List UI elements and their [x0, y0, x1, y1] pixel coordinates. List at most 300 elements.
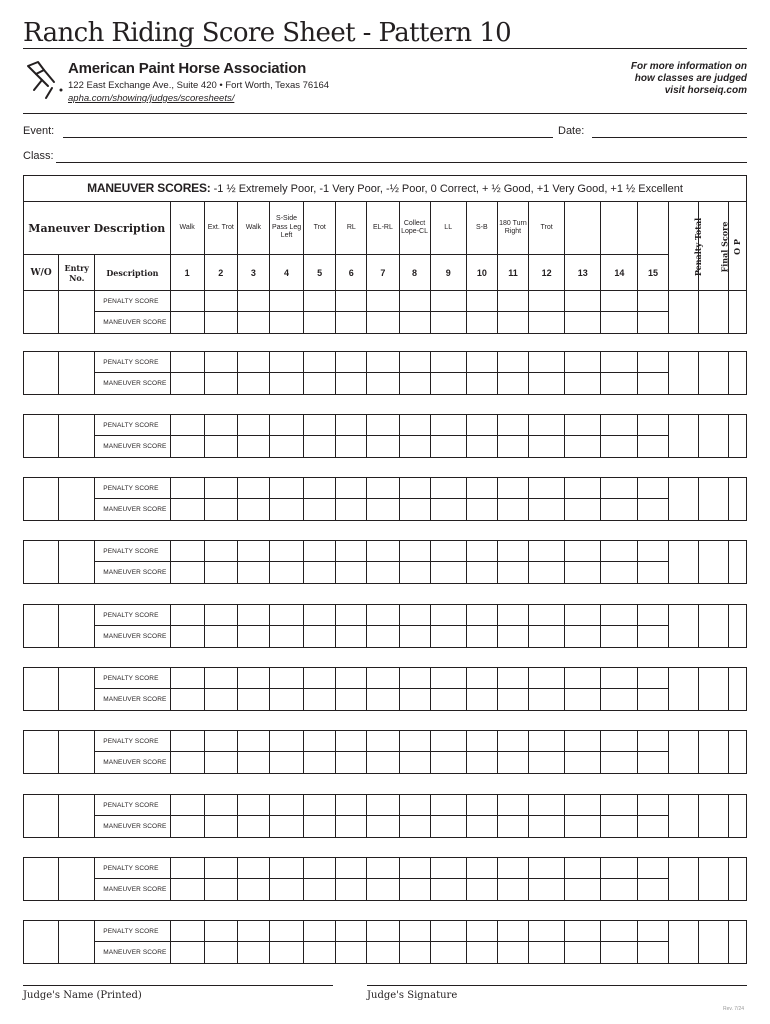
- penalty-score-cell[interactable]: [638, 731, 668, 752]
- maneuver-score-cell[interactable]: [237, 752, 269, 774]
- penalty-score-cell[interactable]: [269, 668, 303, 689]
- maneuver-score-cell[interactable]: [237, 689, 269, 711]
- penalty-score-cell[interactable]: [336, 795, 367, 816]
- maneuver-score-cell[interactable]: [269, 942, 303, 964]
- maneuver-score-cell[interactable]: [565, 879, 601, 901]
- penalty-score-cell[interactable]: [170, 668, 204, 689]
- penalty-score-cell[interactable]: [304, 668, 336, 689]
- maneuver-score-cell[interactable]: [466, 816, 497, 838]
- penalty-score-cell[interactable]: [336, 478, 367, 499]
- maneuver-score-cell[interactable]: [497, 752, 528, 774]
- penalty-score-cell[interactable]: [269, 478, 303, 499]
- maneuver-score-cell[interactable]: [430, 562, 466, 584]
- maneuver-score-cell[interactable]: [601, 816, 638, 838]
- penalty-score-cell[interactable]: [497, 605, 528, 626]
- maneuver-score-cell[interactable]: [399, 626, 430, 648]
- penalty-score-cell[interactable]: [601, 415, 638, 436]
- maneuver-score-cell[interactable]: [269, 879, 303, 901]
- org-url-link[interactable]: apha.com/showing/judges/scoresheets/: [68, 93, 235, 104]
- maneuver-score-cell[interactable]: [304, 436, 336, 458]
- penalty-score-cell[interactable]: [304, 352, 336, 373]
- penalty-score-cell[interactable]: [529, 731, 565, 752]
- penalty-score-cell[interactable]: [601, 352, 638, 373]
- entry-no-cell[interactable]: [59, 668, 95, 711]
- maneuver-score-cell[interactable]: [204, 626, 237, 648]
- maneuver-score-cell[interactable]: [304, 562, 336, 584]
- maneuver-score-cell[interactable]: [466, 499, 497, 521]
- maneuver-score-cell[interactable]: [170, 436, 204, 458]
- entry-no-cell[interactable]: [59, 731, 95, 774]
- penalty-score-cell[interactable]: [529, 668, 565, 689]
- penalty-score-cell[interactable]: [170, 858, 204, 879]
- maneuver-score-cell[interactable]: [430, 689, 466, 711]
- penalty-score-cell[interactable]: [170, 352, 204, 373]
- penalty-score-cell[interactable]: [565, 605, 601, 626]
- maneuver-score-cell[interactable]: [269, 626, 303, 648]
- maneuver-score-cell[interactable]: [466, 436, 497, 458]
- penalty-score-cell[interactable]: [367, 668, 399, 689]
- penalty-score-cell[interactable]: [466, 921, 497, 942]
- penalty-total-cell[interactable]: [668, 668, 698, 711]
- penalty-score-cell[interactable]: [304, 921, 336, 942]
- maneuver-score-cell[interactable]: [466, 879, 497, 901]
- maneuver-score-cell[interactable]: [497, 689, 528, 711]
- final-score-cell[interactable]: [698, 795, 728, 838]
- penalty-score-cell[interactable]: [367, 291, 399, 312]
- penalty-score-cell[interactable]: [565, 352, 601, 373]
- maneuver-score-cell[interactable]: [399, 499, 430, 521]
- penalty-score-cell[interactable]: [638, 921, 668, 942]
- maneuver-score-cell[interactable]: [237, 499, 269, 521]
- penalty-score-cell[interactable]: [170, 731, 204, 752]
- penalty-score-cell[interactable]: [601, 858, 638, 879]
- maneuver-score-cell[interactable]: [529, 312, 565, 334]
- penalty-score-cell[interactable]: [204, 352, 237, 373]
- penalty-score-cell[interactable]: [497, 291, 528, 312]
- maneuver-score-cell[interactable]: [430, 499, 466, 521]
- penalty-score-cell[interactable]: [170, 478, 204, 499]
- maneuver-score-cell[interactable]: [304, 689, 336, 711]
- maneuver-score-cell[interactable]: [336, 562, 367, 584]
- maneuver-score-cell[interactable]: [399, 689, 430, 711]
- maneuver-score-cell[interactable]: [204, 942, 237, 964]
- maneuver-score-cell[interactable]: [497, 562, 528, 584]
- penalty-score-cell[interactable]: [399, 858, 430, 879]
- final-score-cell[interactable]: [698, 478, 728, 521]
- maneuver-score-cell[interactable]: [367, 312, 399, 334]
- wo-cell[interactable]: [24, 605, 59, 648]
- maneuver-score-cell[interactable]: [269, 373, 303, 395]
- maneuver-score-cell[interactable]: [204, 879, 237, 901]
- maneuver-score-cell[interactable]: [399, 373, 430, 395]
- wo-cell[interactable]: [24, 668, 59, 711]
- maneuver-score-cell[interactable]: [565, 626, 601, 648]
- op-cell[interactable]: [728, 291, 746, 334]
- entry-no-cell[interactable]: [59, 352, 95, 395]
- maneuver-score-cell[interactable]: [466, 752, 497, 774]
- penalty-score-cell[interactable]: [399, 291, 430, 312]
- penalty-score-cell[interactable]: [430, 415, 466, 436]
- wo-cell[interactable]: [24, 478, 59, 521]
- entry-no-cell[interactable]: [59, 795, 95, 838]
- penalty-score-cell[interactable]: [497, 668, 528, 689]
- penalty-score-cell[interactable]: [204, 731, 237, 752]
- maneuver-score-cell[interactable]: [565, 689, 601, 711]
- penalty-score-cell[interactable]: [399, 795, 430, 816]
- maneuver-score-cell[interactable]: [237, 879, 269, 901]
- penalty-score-cell[interactable]: [565, 668, 601, 689]
- penalty-score-cell[interactable]: [497, 731, 528, 752]
- maneuver-score-cell[interactable]: [367, 752, 399, 774]
- penalty-score-cell[interactable]: [336, 668, 367, 689]
- maneuver-score-cell[interactable]: [367, 373, 399, 395]
- wo-cell[interactable]: [24, 541, 59, 584]
- maneuver-score-cell[interactable]: [399, 562, 430, 584]
- maneuver-score-cell[interactable]: [269, 562, 303, 584]
- penalty-score-cell[interactable]: [399, 921, 430, 942]
- maneuver-score-cell[interactable]: [367, 436, 399, 458]
- maneuver-score-cell[interactable]: [304, 373, 336, 395]
- penalty-score-cell[interactable]: [399, 478, 430, 499]
- penalty-score-cell[interactable]: [269, 291, 303, 312]
- penalty-score-cell[interactable]: [430, 921, 466, 942]
- maneuver-score-cell[interactable]: [638, 816, 668, 838]
- penalty-score-cell[interactable]: [336, 858, 367, 879]
- maneuver-score-cell[interactable]: [336, 689, 367, 711]
- maneuver-score-cell[interactable]: [497, 816, 528, 838]
- maneuver-score-cell[interactable]: [638, 879, 668, 901]
- maneuver-score-cell[interactable]: [304, 752, 336, 774]
- maneuver-score-cell[interactable]: [204, 499, 237, 521]
- maneuver-score-cell[interactable]: [430, 816, 466, 838]
- maneuver-score-cell[interactable]: [237, 942, 269, 964]
- penalty-score-cell[interactable]: [367, 415, 399, 436]
- maneuver-score-cell[interactable]: [565, 436, 601, 458]
- penalty-score-cell[interactable]: [466, 478, 497, 499]
- maneuver-score-cell[interactable]: [638, 436, 668, 458]
- penalty-score-cell[interactable]: [237, 352, 269, 373]
- penalty-score-cell[interactable]: [304, 291, 336, 312]
- entry-no-cell[interactable]: [59, 541, 95, 584]
- wo-cell[interactable]: [24, 795, 59, 838]
- penalty-score-cell[interactable]: [336, 415, 367, 436]
- maneuver-score-cell[interactable]: [399, 752, 430, 774]
- penalty-score-cell[interactable]: [367, 731, 399, 752]
- op-cell[interactable]: [728, 858, 746, 901]
- penalty-score-cell[interactable]: [304, 541, 336, 562]
- penalty-score-cell[interactable]: [529, 415, 565, 436]
- maneuver-score-cell[interactable]: [430, 626, 466, 648]
- penalty-score-cell[interactable]: [367, 352, 399, 373]
- penalty-score-cell[interactable]: [399, 731, 430, 752]
- maneuver-score-cell[interactable]: [529, 816, 565, 838]
- maneuver-score-cell[interactable]: [565, 752, 601, 774]
- maneuver-score-cell[interactable]: [269, 312, 303, 334]
- maneuver-score-cell[interactable]: [204, 373, 237, 395]
- penalty-score-cell[interactable]: [269, 731, 303, 752]
- maneuver-score-cell[interactable]: [204, 816, 237, 838]
- penalty-score-cell[interactable]: [237, 478, 269, 499]
- penalty-score-cell[interactable]: [430, 668, 466, 689]
- penalty-score-cell[interactable]: [269, 795, 303, 816]
- penalty-score-cell[interactable]: [638, 795, 668, 816]
- maneuver-score-cell[interactable]: [497, 373, 528, 395]
- penalty-score-cell[interactable]: [601, 541, 638, 562]
- maneuver-score-cell[interactable]: [601, 499, 638, 521]
- maneuver-score-cell[interactable]: [170, 562, 204, 584]
- penalty-score-cell[interactable]: [601, 478, 638, 499]
- penalty-total-cell[interactable]: [668, 731, 698, 774]
- maneuver-score-cell[interactable]: [565, 816, 601, 838]
- maneuver-score-cell[interactable]: [269, 436, 303, 458]
- maneuver-score-cell[interactable]: [565, 562, 601, 584]
- penalty-score-cell[interactable]: [601, 795, 638, 816]
- penalty-score-cell[interactable]: [237, 731, 269, 752]
- maneuver-score-cell[interactable]: [304, 816, 336, 838]
- final-score-cell[interactable]: [698, 352, 728, 395]
- date-field[interactable]: [592, 137, 747, 138]
- maneuver-score-cell[interactable]: [601, 752, 638, 774]
- maneuver-score-cell[interactable]: [638, 562, 668, 584]
- maneuver-score-cell[interactable]: [529, 942, 565, 964]
- penalty-total-cell[interactable]: [668, 352, 698, 395]
- maneuver-score-cell[interactable]: [170, 626, 204, 648]
- maneuver-score-cell[interactable]: [336, 499, 367, 521]
- maneuver-score-cell[interactable]: [565, 942, 601, 964]
- maneuver-score-cell[interactable]: [601, 436, 638, 458]
- penalty-score-cell[interactable]: [269, 858, 303, 879]
- maneuver-score-cell[interactable]: [399, 816, 430, 838]
- maneuver-score-cell[interactable]: [529, 689, 565, 711]
- maneuver-score-cell[interactable]: [497, 312, 528, 334]
- maneuver-score-cell[interactable]: [336, 879, 367, 901]
- final-score-cell[interactable]: [698, 541, 728, 584]
- penalty-score-cell[interactable]: [336, 541, 367, 562]
- op-cell[interactable]: [728, 921, 746, 964]
- maneuver-score-cell[interactable]: [565, 312, 601, 334]
- penalty-score-cell[interactable]: [336, 352, 367, 373]
- wo-cell[interactable]: [24, 858, 59, 901]
- penalty-score-cell[interactable]: [529, 478, 565, 499]
- maneuver-score-cell[interactable]: [529, 436, 565, 458]
- maneuver-score-cell[interactable]: [497, 436, 528, 458]
- penalty-score-cell[interactable]: [430, 478, 466, 499]
- maneuver-score-cell[interactable]: [367, 562, 399, 584]
- penalty-score-cell[interactable]: [466, 858, 497, 879]
- maneuver-score-cell[interactable]: [638, 626, 668, 648]
- maneuver-score-cell[interactable]: [204, 312, 237, 334]
- penalty-score-cell[interactable]: [170, 795, 204, 816]
- penalty-score-cell[interactable]: [638, 478, 668, 499]
- penalty-score-cell[interactable]: [336, 605, 367, 626]
- penalty-score-cell[interactable]: [601, 668, 638, 689]
- penalty-score-cell[interactable]: [399, 605, 430, 626]
- maneuver-score-cell[interactable]: [466, 562, 497, 584]
- penalty-score-cell[interactable]: [601, 605, 638, 626]
- maneuver-score-cell[interactable]: [529, 879, 565, 901]
- penalty-score-cell[interactable]: [170, 605, 204, 626]
- maneuver-score-cell[interactable]: [304, 312, 336, 334]
- penalty-score-cell[interactable]: [430, 605, 466, 626]
- penalty-score-cell[interactable]: [638, 291, 668, 312]
- penalty-total-cell[interactable]: [668, 415, 698, 458]
- maneuver-score-cell[interactable]: [269, 752, 303, 774]
- maneuver-score-cell[interactable]: [269, 816, 303, 838]
- entry-no-cell[interactable]: [59, 478, 95, 521]
- penalty-score-cell[interactable]: [367, 478, 399, 499]
- penalty-score-cell[interactable]: [367, 541, 399, 562]
- maneuver-score-cell[interactable]: [204, 562, 237, 584]
- penalty-score-cell[interactable]: [336, 291, 367, 312]
- op-cell[interactable]: [728, 795, 746, 838]
- maneuver-score-cell[interactable]: [601, 373, 638, 395]
- penalty-score-cell[interactable]: [430, 795, 466, 816]
- penalty-score-cell[interactable]: [336, 731, 367, 752]
- maneuver-score-cell[interactable]: [638, 499, 668, 521]
- penalty-score-cell[interactable]: [466, 415, 497, 436]
- maneuver-score-cell[interactable]: [237, 436, 269, 458]
- penalty-score-cell[interactable]: [204, 921, 237, 942]
- penalty-score-cell[interactable]: [466, 291, 497, 312]
- penalty-score-cell[interactable]: [466, 668, 497, 689]
- penalty-score-cell[interactable]: [466, 605, 497, 626]
- maneuver-score-cell[interactable]: [170, 879, 204, 901]
- maneuver-score-cell[interactable]: [601, 689, 638, 711]
- maneuver-score-cell[interactable]: [430, 373, 466, 395]
- penalty-score-cell[interactable]: [466, 352, 497, 373]
- penalty-score-cell[interactable]: [638, 352, 668, 373]
- maneuver-score-cell[interactable]: [430, 312, 466, 334]
- maneuver-score-cell[interactable]: [399, 942, 430, 964]
- event-field[interactable]: [63, 137, 553, 138]
- final-score-cell[interactable]: [698, 858, 728, 901]
- maneuver-score-cell[interactable]: [497, 626, 528, 648]
- maneuver-score-cell[interactable]: [170, 689, 204, 711]
- maneuver-score-cell[interactable]: [170, 312, 204, 334]
- penalty-total-cell[interactable]: [668, 291, 698, 334]
- maneuver-score-cell[interactable]: [565, 373, 601, 395]
- penalty-score-cell[interactable]: [269, 415, 303, 436]
- penalty-score-cell[interactable]: [269, 541, 303, 562]
- penalty-score-cell[interactable]: [529, 795, 565, 816]
- penalty-score-cell[interactable]: [565, 291, 601, 312]
- penalty-score-cell[interactable]: [466, 731, 497, 752]
- op-cell[interactable]: [728, 478, 746, 521]
- entry-no-cell[interactable]: [59, 605, 95, 648]
- penalty-score-cell[interactable]: [601, 291, 638, 312]
- maneuver-score-cell[interactable]: [497, 942, 528, 964]
- maneuver-score-cell[interactable]: [399, 436, 430, 458]
- maneuver-score-cell[interactable]: [204, 689, 237, 711]
- penalty-score-cell[interactable]: [565, 921, 601, 942]
- maneuver-score-cell[interactable]: [529, 499, 565, 521]
- penalty-score-cell[interactable]: [497, 858, 528, 879]
- maneuver-score-cell[interactable]: [399, 879, 430, 901]
- maneuver-score-cell[interactable]: [430, 879, 466, 901]
- penalty-score-cell[interactable]: [304, 478, 336, 499]
- maneuver-score-cell[interactable]: [367, 689, 399, 711]
- maneuver-score-cell[interactable]: [529, 752, 565, 774]
- penalty-score-cell[interactable]: [497, 795, 528, 816]
- maneuver-score-cell[interactable]: [430, 942, 466, 964]
- maneuver-score-cell[interactable]: [367, 816, 399, 838]
- penalty-score-cell[interactable]: [304, 605, 336, 626]
- maneuver-score-cell[interactable]: [565, 499, 601, 521]
- wo-cell[interactable]: [24, 921, 59, 964]
- penalty-score-cell[interactable]: [269, 352, 303, 373]
- wo-cell[interactable]: [24, 731, 59, 774]
- maneuver-score-cell[interactable]: [399, 312, 430, 334]
- penalty-score-cell[interactable]: [304, 731, 336, 752]
- entry-no-cell[interactable]: [59, 921, 95, 964]
- maneuver-score-cell[interactable]: [336, 436, 367, 458]
- penalty-score-cell[interactable]: [269, 921, 303, 942]
- op-cell[interactable]: [728, 541, 746, 584]
- penalty-score-cell[interactable]: [204, 795, 237, 816]
- penalty-score-cell[interactable]: [430, 858, 466, 879]
- penalty-score-cell[interactable]: [170, 415, 204, 436]
- final-score-cell[interactable]: [698, 415, 728, 458]
- penalty-score-cell[interactable]: [497, 541, 528, 562]
- maneuver-score-cell[interactable]: [529, 373, 565, 395]
- maneuver-score-cell[interactable]: [367, 942, 399, 964]
- penalty-score-cell[interactable]: [170, 291, 204, 312]
- penalty-score-cell[interactable]: [497, 921, 528, 942]
- maneuver-score-cell[interactable]: [170, 752, 204, 774]
- penalty-score-cell[interactable]: [237, 291, 269, 312]
- penalty-score-cell[interactable]: [497, 352, 528, 373]
- penalty-score-cell[interactable]: [399, 352, 430, 373]
- penalty-score-cell[interactable]: [204, 541, 237, 562]
- maneuver-score-cell[interactable]: [529, 626, 565, 648]
- maneuver-score-cell[interactable]: [204, 436, 237, 458]
- penalty-score-cell[interactable]: [170, 921, 204, 942]
- penalty-score-cell[interactable]: [529, 858, 565, 879]
- penalty-score-cell[interactable]: [638, 668, 668, 689]
- penalty-score-cell[interactable]: [565, 541, 601, 562]
- maneuver-score-cell[interactable]: [638, 373, 668, 395]
- final-score-cell[interactable]: [698, 921, 728, 964]
- maneuver-score-cell[interactable]: [497, 499, 528, 521]
- op-cell[interactable]: [728, 415, 746, 458]
- penalty-total-cell[interactable]: [668, 541, 698, 584]
- maneuver-score-cell[interactable]: [170, 499, 204, 521]
- penalty-score-cell[interactable]: [601, 921, 638, 942]
- penalty-total-cell[interactable]: [668, 605, 698, 648]
- final-score-cell[interactable]: [698, 605, 728, 648]
- penalty-score-cell[interactable]: [204, 415, 237, 436]
- penalty-score-cell[interactable]: [367, 921, 399, 942]
- maneuver-score-cell[interactable]: [237, 816, 269, 838]
- penalty-score-cell[interactable]: [565, 415, 601, 436]
- maneuver-score-cell[interactable]: [237, 312, 269, 334]
- penalty-score-cell[interactable]: [204, 478, 237, 499]
- penalty-score-cell[interactable]: [466, 795, 497, 816]
- maneuver-score-cell[interactable]: [466, 373, 497, 395]
- maneuver-score-cell[interactable]: [497, 879, 528, 901]
- maneuver-score-cell[interactable]: [237, 373, 269, 395]
- maneuver-score-cell[interactable]: [237, 562, 269, 584]
- maneuver-score-cell[interactable]: [336, 626, 367, 648]
- maneuver-score-cell[interactable]: [367, 879, 399, 901]
- penalty-score-cell[interactable]: [399, 668, 430, 689]
- penalty-score-cell[interactable]: [237, 795, 269, 816]
- maneuver-score-cell[interactable]: [304, 626, 336, 648]
- penalty-score-cell[interactable]: [304, 795, 336, 816]
- maneuver-score-cell[interactable]: [601, 562, 638, 584]
- penalty-score-cell[interactable]: [638, 858, 668, 879]
- penalty-score-cell[interactable]: [237, 668, 269, 689]
